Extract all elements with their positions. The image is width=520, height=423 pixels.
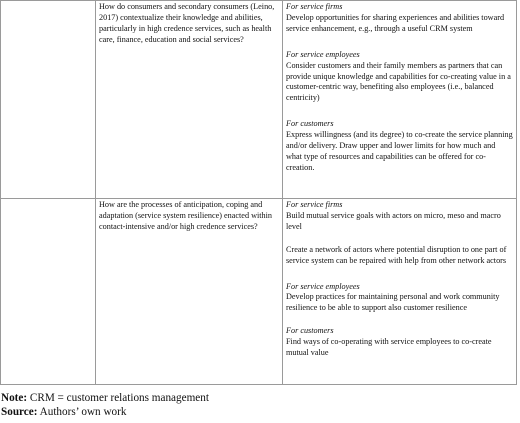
- implications-cell: [283, 199, 517, 385]
- table-note: [1, 392, 209, 406]
- question-text: How do consumers and secondary consumers (Leino, 2017) contextualize their knowledge and abilities, particularly in high credence services, such as health care, finance, education and social services?: [99, 2, 275, 44]
- group-text: Build mutual service goals with actors on micro, meso and macro level: [286, 210, 501, 231]
- implication-group: [286, 200, 513, 233]
- note-text: CRM = customer relations management: [27, 392, 209, 404]
- implication-group: [286, 282, 513, 315]
- implication-group: [286, 119, 513, 174]
- group-text: Find ways of co-operating with service employees to co-create mutual value: [286, 337, 492, 358]
- group-text: Create a network of actors where potential disruption to one part of service system can be repaired with help from other network actors: [286, 244, 507, 265]
- group-heading: For service firms: [286, 200, 343, 209]
- group-heading: For customers: [286, 326, 334, 336]
- source-label: Source:: [1, 406, 38, 418]
- question-cell: [96, 1, 283, 199]
- group-heading: For service firms: [286, 2, 343, 11]
- group-heading: For service employees: [286, 281, 360, 291]
- group-text: Develop practices for maintaining personal and work community resilience to be able to support also customer resilience: [286, 292, 500, 313]
- group-text: Consider customers and their family members as partners that can provide unique knowledge and capabilities for co-creating value in a customer-centric way, benefiting also employees (i.e., balanced centricity): [286, 60, 511, 103]
- group-text: Express willingness (and its degree) to co-create the service planning and/or delivery. Draw upper and lower limits for how much and what type of resources and capabilities can be offered for co-creation.: [286, 130, 513, 172]
- implication-group: [286, 245, 513, 267]
- group-text: Develop opportunities for sharing experiences and abilities toward service enhancement, e.g., through a useful CRM system: [286, 12, 505, 33]
- implication-group: [286, 326, 513, 359]
- empty-cell: [1, 199, 96, 385]
- note-label: Note:: [1, 392, 28, 404]
- empty-cell: [1, 1, 96, 199]
- implication-group: [286, 2, 513, 35]
- table-row: [1, 199, 517, 385]
- table-source: [1, 406, 126, 420]
- implications-cell: [283, 1, 517, 199]
- group-heading: For customers: [286, 119, 334, 129]
- implication-group: [286, 50, 513, 105]
- table-row: [1, 1, 517, 199]
- source-text: Authors’ own work: [37, 406, 127, 418]
- group-heading: For service employees: [286, 49, 360, 59]
- question-text: How are the processes of anticipation, coping and adaptation (service system resilience) enacted within contact-intensive and/or high credence services?: [99, 200, 273, 231]
- question-cell: [96, 199, 283, 385]
